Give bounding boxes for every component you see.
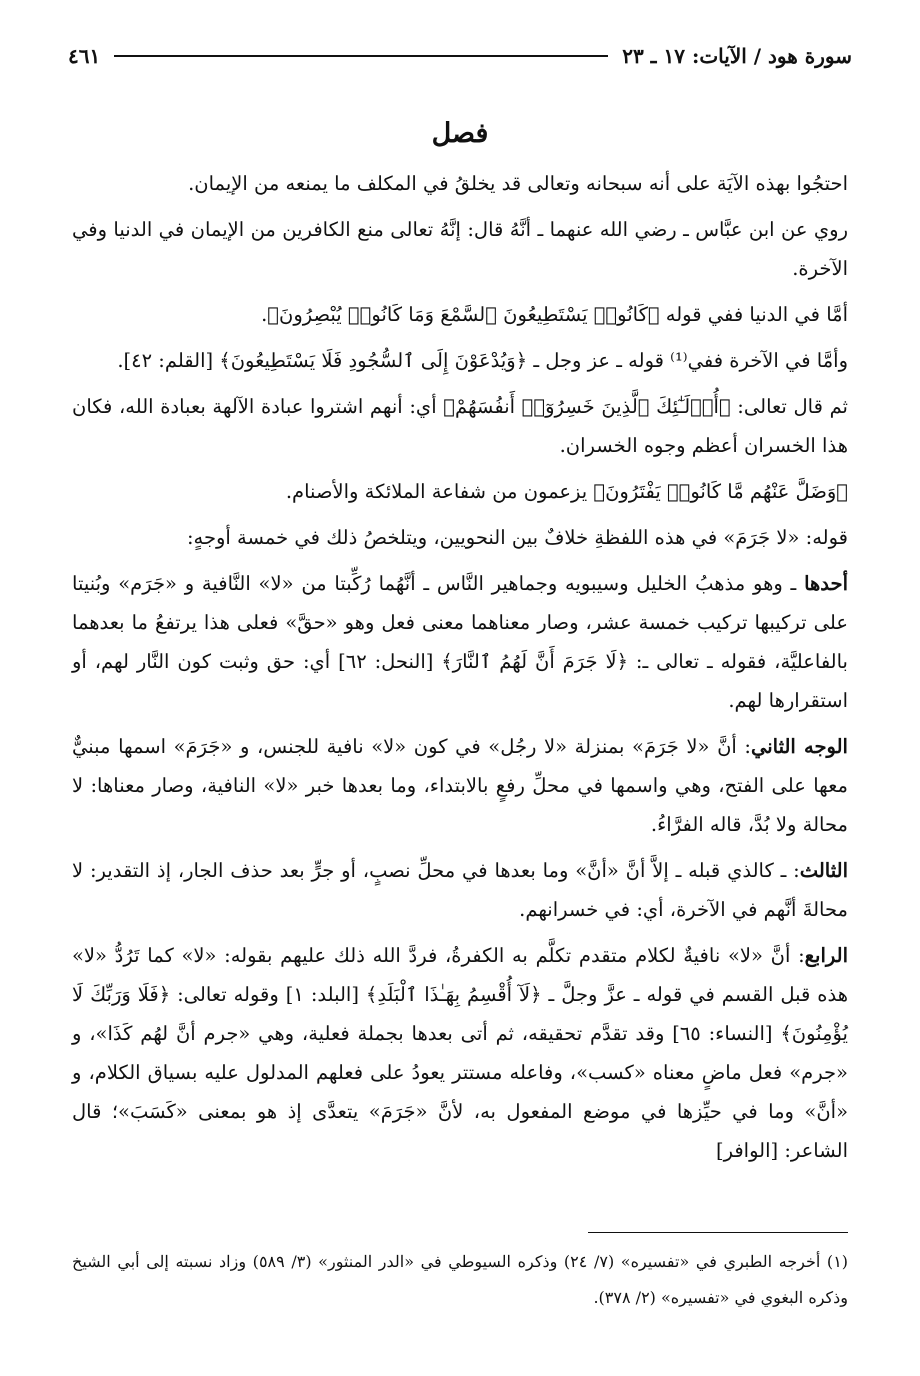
- section-title: فصل: [431, 118, 489, 149]
- paragraph-2: [72, 210, 848, 288]
- paragraph-1: [72, 164, 848, 203]
- paragraph-10: [72, 851, 848, 929]
- footnote-text: (١) أخرجه الطبري في «تفسيره» (٧/ ٢٤) وذكره السيوطي في «الدر المنثور» (٣/ ٥٨٩) وزاد نسبته إلى أبي الشيخ وذكره البغوي في «تفسيره» (٢/ ٣٧٨).: [72, 1252, 849, 1307]
- paragraph-text: ﴿وَضَلَّ عَنْهُم مَّا كَانُوا۟ يَفْتَرُونَ﴾ يزعمون من شفاعة الملائكة والأصنام.: [285, 480, 848, 503]
- footnote: [72, 1244, 848, 1316]
- paragraph-text: احتجُوا بهذه الآيَة على أنه سبحانه وتعالى قد يخلقُ في المكلف ما يمنعه من الإيمان.: [188, 172, 848, 195]
- paragraph-3: [72, 295, 848, 334]
- paragraph-9: [72, 727, 848, 844]
- paragraph-6: [72, 472, 848, 511]
- paragraph-text: روي عن ابن عبَّاس ـ رضي الله عنهما ـ أنَّهُ قال: إنَّهُ تعالى منع الكافرين من الإيمان في الدنيا وفي الآخرة.: [72, 218, 848, 280]
- paragraph-lead: أحدها: [804, 572, 848, 595]
- header-rule: [114, 55, 608, 57]
- paragraph-5: [72, 387, 848, 465]
- paragraph-11: [72, 936, 848, 1170]
- paragraph-lead: الرابع: [804, 944, 848, 967]
- paragraph-text: : ـ كالذي قبله ـ إلاَّ أنَّ «أنَّ» وما بعدها في محلِّ نصبٍ، أو جرٍّ بعد حذف الجار، إذ التقدير: لا محالةَ أنَّهم في الآخرة، أي: في خسرانهم.: [72, 859, 848, 921]
- header-title: سورة هود / الآيات: ١٧ ـ ٢٣: [622, 44, 852, 68]
- main-text: [72, 164, 848, 1177]
- running-header: [68, 36, 852, 76]
- paragraph-text: أمَّا في الدنيا ففي قوله ﴿كَانُوا۟ يَسْتَطِيعُونَ ٱلسَّمْعَ وَمَا كَانُوا۟ يُبْصِرُونَ﴾.: [261, 303, 848, 326]
- page-number: ٤٦١: [68, 44, 101, 68]
- paragraph-4: [72, 341, 848, 380]
- paragraph-text: ـ وهو مذهبُ الخليل وسيبويه وجماهير النَّاس ـ أنَّهُما رُكِّبتا من «لا» النَّافية و «جَرَم» وبُنيتا على تركيبها تركيب خمسة عشر، وصار معناهما معنى فعل وهو «حقَّ» فعلى هذا يرتفعُ ما بعدهما بالفاعليَّة، فقوله ـ تعالى ـ: ﴿لَا جَرَمَ أَنَّ لَهُمُ ٱلنَّارَ﴾ [النحل: ٦٢] أي: حق وثبت كون النَّار لهم، أو استقرارها لهم.: [72, 572, 848, 712]
- paragraph-lead: الثالث: [799, 859, 848, 882]
- paragraph-text: ثم قال تعالى: ﴿أُو۟لَـٰٓئِكَ ٱلَّذِينَ خَسِرُوٓا۟ أَنفُسَهُمْ﴾ أي: أنهم اشتروا عبادة الآلهة بعبادة الله، فكان هذا الخسران أعظم وجوه الخسران.: [72, 395, 848, 457]
- paragraph-lead: الوجه الثاني: [750, 735, 848, 758]
- paragraph-text: قوله: «لا جَرَمَ» في هذه اللفظةِ خلافٌ بين النحويين، ويتلخصُ ذلك في خمسة أوجهٍ:: [186, 526, 848, 549]
- paragraph-7: [72, 518, 848, 557]
- footnote-divider: [588, 1232, 848, 1233]
- paragraph-text: : أنَّ «لا جَرَمَ» بمنزلة «لا رجُل» في كون «لا» نافية للجنس، و «جَرَمَ» اسمها مبنيٌّ معها على الفتح، وهي واسمها في محلِّ رفعٍ بالابتداء، وما بعدها خبر «لا» النافية، وصار معناها: لا محالة ولا بُدَّ، قاله الفرَّاءُ.: [72, 735, 848, 836]
- paragraph-text: : أنَّ «لا» نافيةٌ لكلام متقدم تكلَّم به الكفرةُ، فردَّ الله ذلك عليهم بقوله: «لا» كما تَرُدُّ «لا» هذه قبل القسم في قوله ـ عزَّ وجلَّ ـ ﴿لَآ أُقْسِمُ بِهَـٰذَا ٱلْبَلَدِ﴾ [البلد: ١] وقوله تعالى: ﴿فَلَا وَرَبِّكَ لَا يُؤْمِنُونَ﴾ [النساء: ٦٥] وقد تقدَّم تحقيقه، ثم أتى بعدها بجملة فعلية، وهي «جرم أنَّ لهُم كَذَا»، و «جرم» فعل ماضٍ معناه «كسب»، وفاعله مستتر يعودُ على فعلهم المدلول عليه بسياق الكلام، و «أنَّ» وما في حيِّزها في موضع المفعول به، لأنَّ «جَرَمَ» يتعدَّى إذ هو بمعنى «كَسَبَ»؛ قال الشاعر: [الوافر]: [72, 944, 848, 1162]
- paragraph-text: وأمَّا في الآخرة ففي⁽¹⁾ قوله ـ عز وجل ـ ﴿وَيُدْعَوْنَ إِلَى ٱلسُّجُودِ فَلَا يَسْتَطِيعُونَ﴾ [القلم: ٤٢].: [117, 349, 848, 372]
- paragraph-8: [72, 564, 848, 720]
